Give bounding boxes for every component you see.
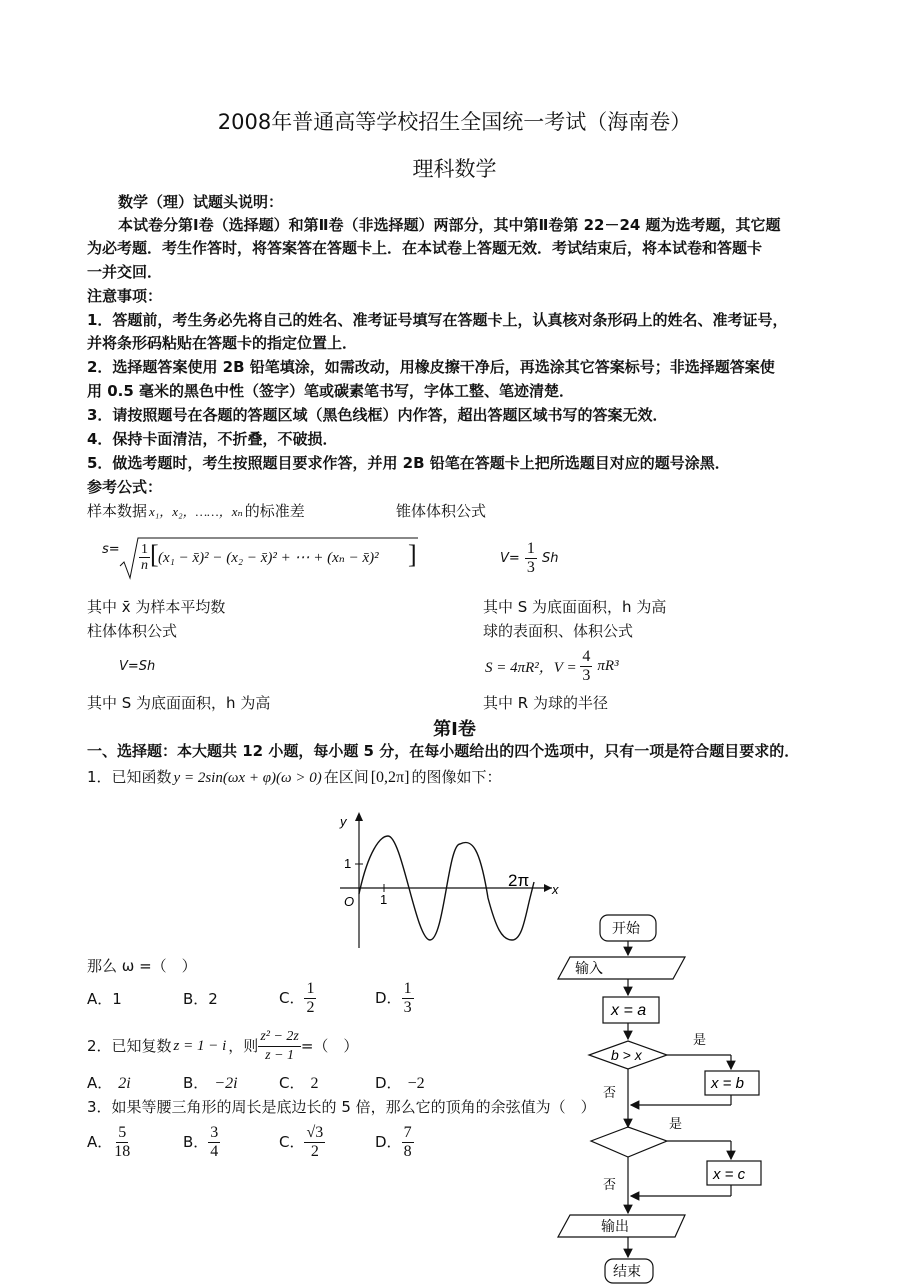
radius-note: 其中 R 为球的半径 (483, 694, 608, 712)
flowchart (545, 905, 805, 1285)
note-item: 3．请按照题号在各题的答题区域（黑色线框）内作答，超出答题区域书写的答案无效． (87, 406, 668, 424)
note-item: 4．保持卡面清洁，不折叠，不破损． (87, 430, 338, 448)
note-item: 1．答题前，考生务必先将自己的姓名、准考证号填写在答题卡上，认真核对条形码上的姓名、准考证号， (87, 311, 788, 329)
flow-end-label: 结束 (613, 1263, 641, 1279)
q2-option-c[interactable]: C． 2 (279, 1074, 319, 1092)
flow-no-label: 否 (603, 1085, 617, 1100)
q2-option-a[interactable]: A． 2i (87, 1074, 131, 1092)
sine-graph (330, 808, 560, 953)
flow-no-label: 否 (603, 1177, 617, 1192)
cone-formula: V= $\frac{1}{3}$ Sh (500, 540, 559, 576)
q1-option-b[interactable]: B．2 (183, 990, 218, 1008)
sphere-formula-label: 球的表面积、体积公式 (483, 622, 634, 640)
y-tick-1: 1 (344, 856, 352, 871)
flow-input-label: 输入 (575, 960, 603, 976)
origin-label: O (344, 894, 355, 909)
q1-option-a[interactable]: A．1 (87, 990, 122, 1008)
right-bracket: ] (408, 540, 417, 569)
flow-condition-label: b > x (611, 1047, 642, 1063)
flow-yes-label: 是 (669, 1116, 683, 1131)
intro-paragraph-line: 为必考题．考生作答时，将答案答在答题卡上．在本试卷上答题无效．考试结束后，将本试卷和答题卡 (87, 239, 763, 257)
two-pi-label: 2π (508, 871, 530, 890)
cylinder-formula: V=Sh (119, 659, 156, 674)
intro-paragraph-line: 本试卷分第Ⅰ卷（选择题）和第Ⅱ卷（非选择题）两部分，其中第Ⅱ卷第 22－24 题为选考题，其它题 (118, 216, 781, 234)
q2-option-d[interactable]: D． −2 (375, 1074, 425, 1092)
reference-heading: 参考公式： (87, 478, 163, 496)
intro-heading: 数学（理）试题头说明： (118, 193, 284, 211)
question-1-stem: 1．已知函数 y = 2sin(ωx + φ)(ω > 0) 在区间 [0,2π] 的图像如下： (87, 768, 502, 786)
note-item: 2．选择题答案使用 2B 铅笔填涂，如需改动，用橡皮擦干净后，再选涂其它答案标号；非选择题答案使 (87, 358, 775, 376)
flow-assign-b-label: x = b (711, 1075, 744, 1092)
cylinder-volume-label: 柱体体积公式 (87, 622, 178, 640)
question-3-stem: 3．如果等腰三角形的周长是底边长的 5 倍，那么它的顶角的余弦值为（ ） (87, 1098, 596, 1116)
intro-paragraph-line: 一并交回． (87, 263, 163, 281)
left-bracket: [ (150, 540, 159, 569)
base-note: 其中 S 为底面面积，h 为高 (483, 598, 667, 616)
flow-assign-c-label: x = c (713, 1166, 746, 1183)
one-over-n: $\frac{1}{n}$ (141, 542, 148, 573)
mean-note: 其中 x̄ 为样本平均数 (87, 598, 226, 616)
section-instruction: 一、选择题：本大题共 12 小题，每小题 5 分，在每小题给出的四个选项中，只有一项是符合题目要求的． (87, 742, 800, 760)
sphere-formula: S = 4πR²，V = $\frac{4}{3}$ πR³ (485, 648, 619, 684)
q3-option-b[interactable]: B． $\frac{3}{4}$ (183, 1124, 219, 1160)
note-item: 用 0.5 毫米的黑色中性（签字）笔或碳素笔书写，字体工整、笔迹清楚． (87, 382, 575, 400)
page-title: 2008年普通高等学校招生全国统一考试（海南卷） (217, 110, 692, 134)
note-item: 5．做选考题时，考生按照题目要求作答，并用 2B 铅笔在答题卡上把所选题目对应的题号涂黑． (87, 454, 730, 472)
page-subtitle: 理科数学 (412, 157, 497, 181)
section-title: 第Ⅰ卷 (433, 719, 476, 740)
x-axis-label: x (552, 882, 559, 897)
base-note: 其中 S 为底面面积，h 为高 (87, 694, 271, 712)
x-tick-1: 1 (380, 892, 388, 907)
q3-option-a[interactable]: A． $\frac{5}{18}$ (87, 1124, 131, 1160)
notes-heading: 注意事项： (87, 287, 163, 305)
flow-assign-a-label: x = a (611, 1002, 647, 1019)
question-2-stem: 2．已知复数 z = 1 − i ，则 $\frac{\text{z² − 2z}}{z - 1}$ =（ ） (87, 1029, 359, 1063)
q1-option-d[interactable]: D． $\frac{1}{3}$ (375, 980, 412, 1016)
flow-decision-2 (591, 1127, 667, 1157)
sample-stddev-label: 样本数据 x₁，x₂，……，xₙ 的标准差 (87, 502, 305, 520)
q1-option-c[interactable]: C． $\frac{1}{2}$ (279, 980, 315, 1016)
flow-yes-label: 是 (693, 1032, 707, 1047)
q3-option-c[interactable]: C． $\frac{√3}{2}$ (279, 1124, 324, 1160)
question-1-ask: 那么 ω =（ ） (87, 957, 197, 975)
flow-output-label: 输出 (601, 1218, 629, 1234)
flow-start-label: 开始 (612, 920, 640, 936)
note-item: 并将条形码粘贴在答题卡的指定位置上． (87, 334, 358, 352)
y-axis-label: y (340, 814, 347, 829)
q3-option-d[interactable]: D． $\frac{7}{8}$ (375, 1124, 412, 1160)
cone-volume-label: 锥体体积公式 (396, 502, 487, 520)
q2-option-b[interactable]: B． −2i (183, 1074, 238, 1092)
